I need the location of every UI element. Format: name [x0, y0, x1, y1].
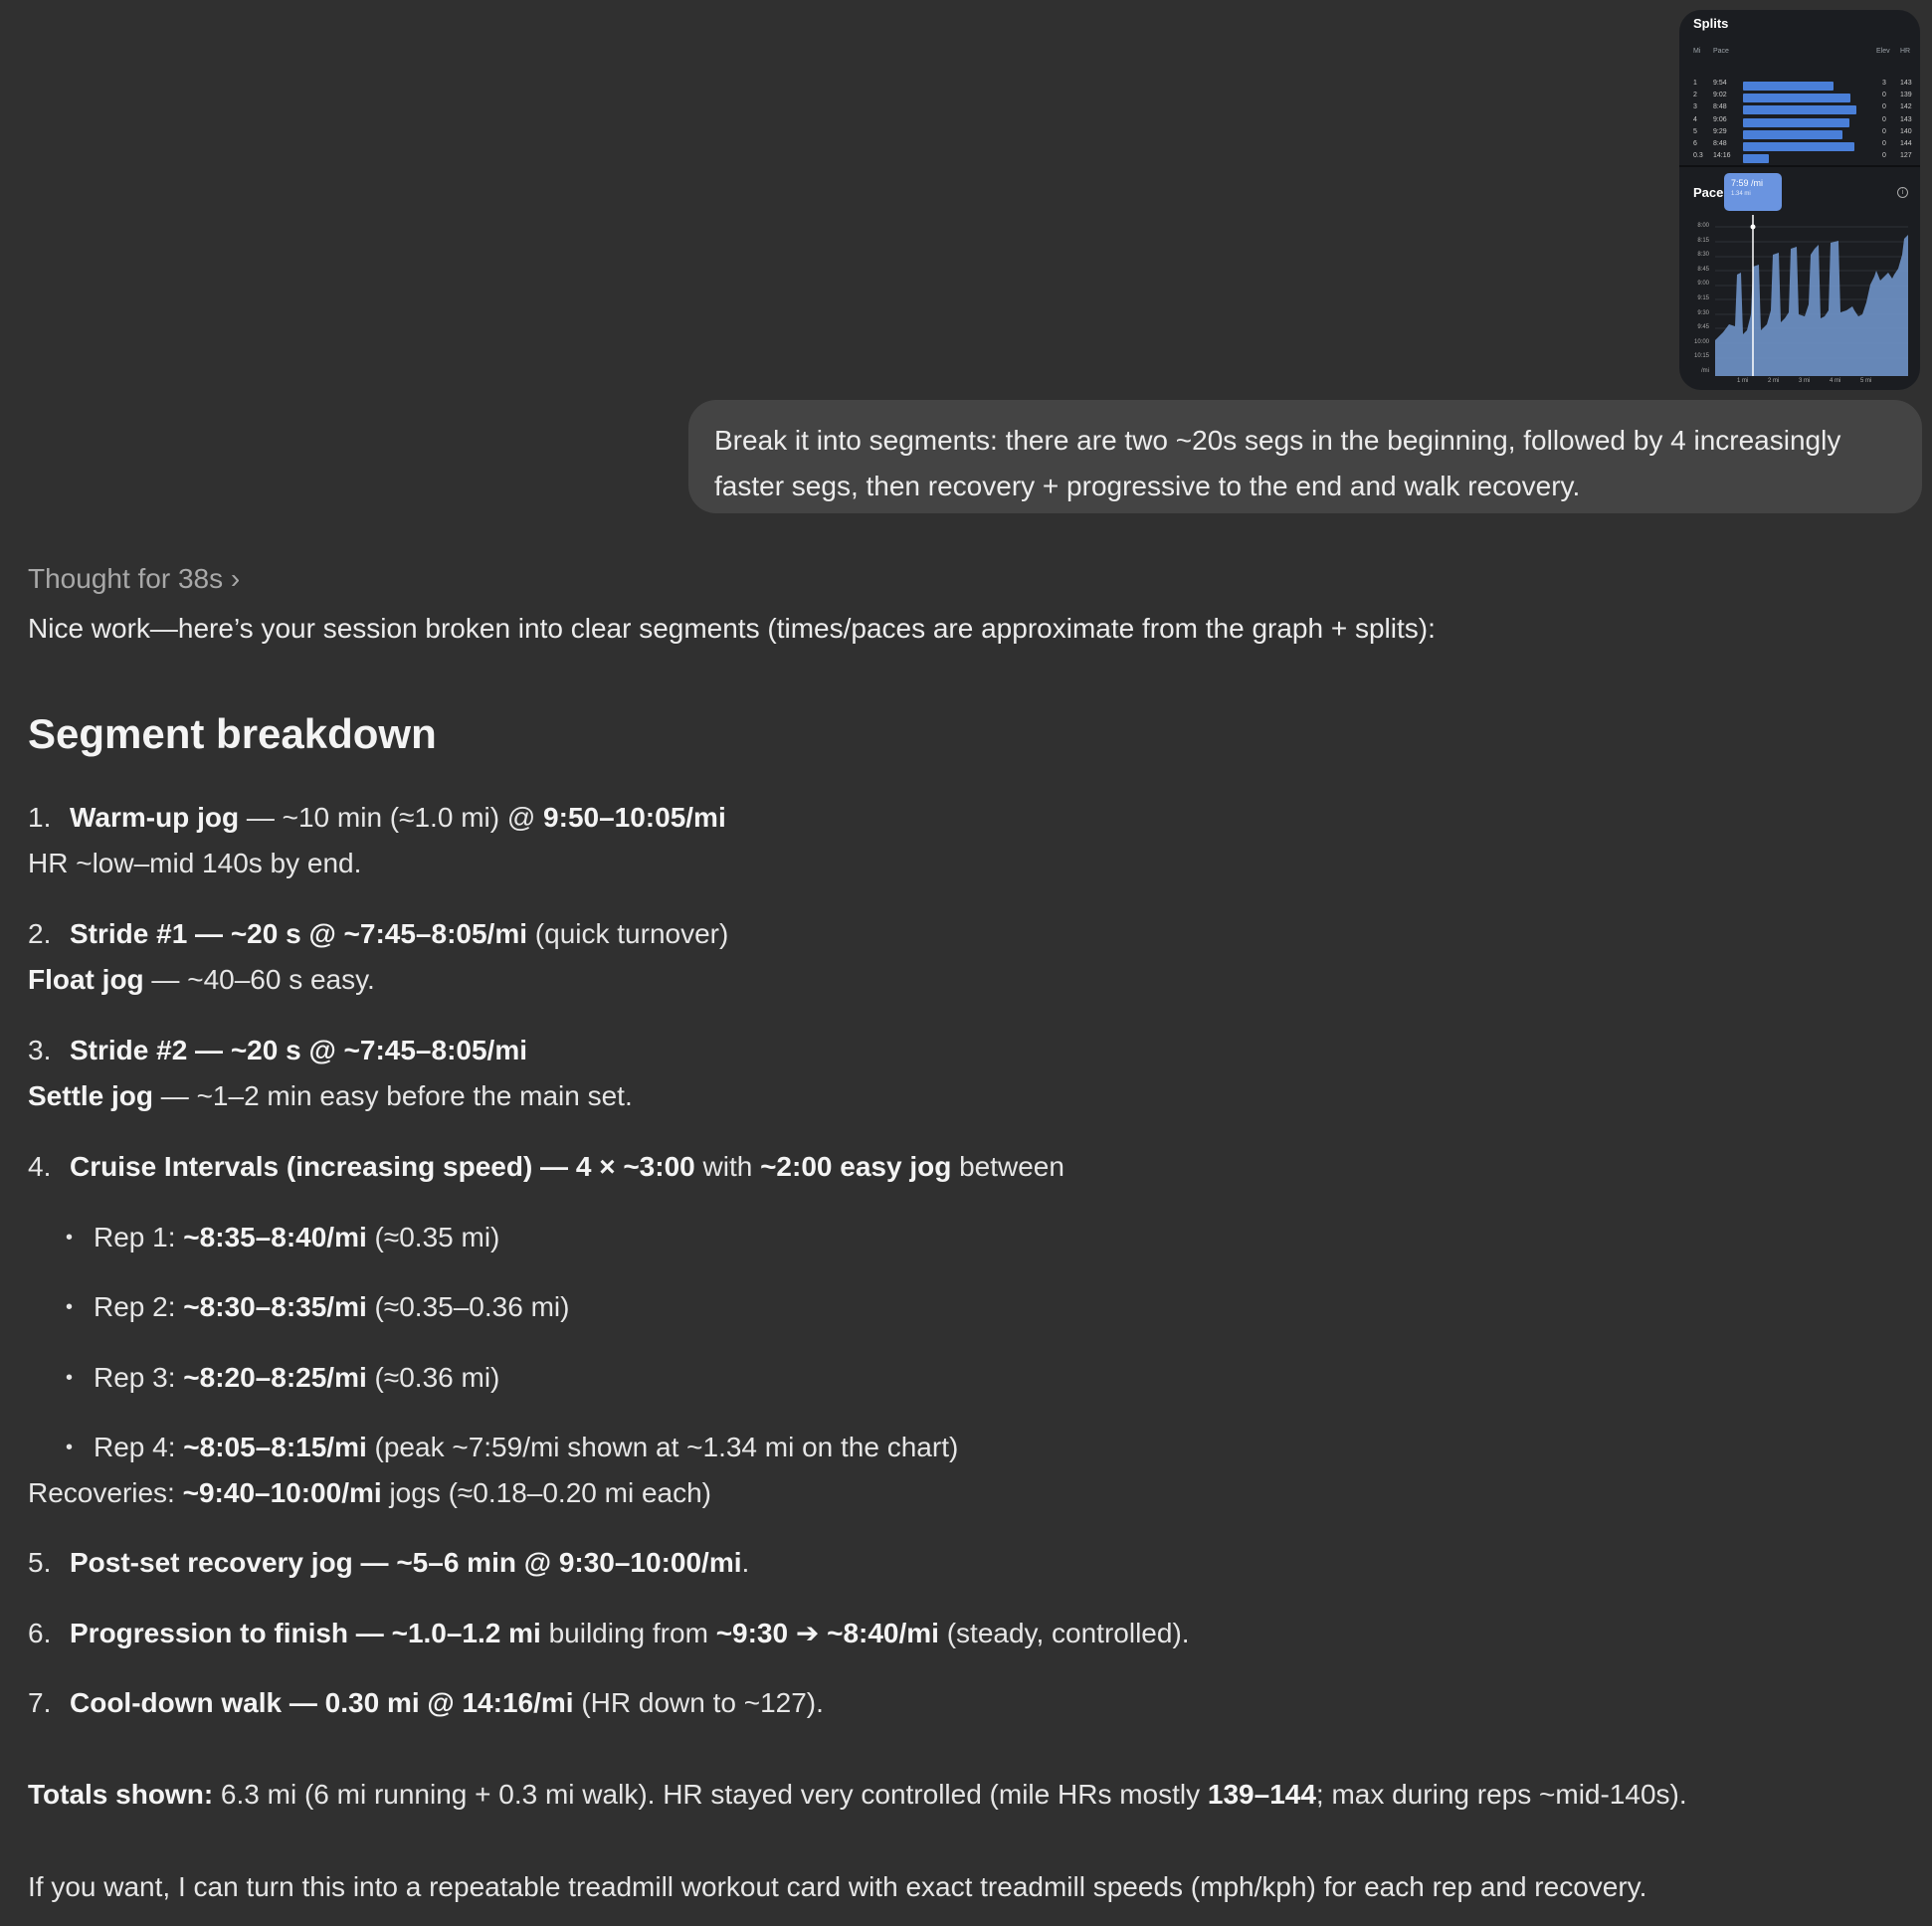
tooltip-distance: 1.34 mi	[1731, 191, 1751, 197]
y-tick: 9:30	[1697, 309, 1709, 316]
pace-title: Pace	[1693, 185, 1724, 200]
recoveries-label: Recoveries:	[28, 1477, 183, 1508]
recoveries-line	[28, 1475, 711, 1511]
split-mi: 0.3	[1693, 152, 1703, 160]
split-bar	[1743, 82, 1834, 91]
segment-pace: ~9:30 ➔ ~8:40/mi	[715, 1618, 939, 1648]
split-hr: 143	[1900, 115, 1912, 123]
attached-screenshot[interactable]	[1679, 10, 1920, 390]
x-tick: 5 mi	[1860, 378, 1872, 384]
segment-text-end: (steady, controlled).	[938, 1618, 1190, 1648]
panel-divider	[1679, 165, 1920, 167]
segment-title: Cruise Intervals (increasing speed) — 4 × ~3:00	[70, 1151, 695, 1182]
split-mi: 2	[1693, 92, 1697, 99]
segment-2-float	[28, 962, 375, 998]
segment-5	[28, 1545, 749, 1581]
segment-number: 5.	[28, 1547, 52, 1578]
section-heading: Segment breakdown	[28, 710, 437, 757]
thought-toggle[interactable]	[28, 563, 240, 595]
y-tick: 9:00	[1697, 281, 1709, 288]
rep-label: Rep 3:	[94, 1362, 184, 1393]
segment-1	[28, 800, 726, 836]
tooltip-pace: 7:59 /mi	[1731, 178, 1764, 188]
split-mi: 5	[1693, 127, 1697, 135]
splits-header-mi: Mi	[1693, 48, 1701, 55]
settle-text: — ~1–2 min easy before the main set.	[153, 1080, 633, 1111]
segment-jog: ~2:00 easy jog	[760, 1151, 952, 1182]
segment-3	[28, 1033, 527, 1068]
rep-pace: ~8:05–8:15/mi	[183, 1432, 367, 1462]
split-mi: 6	[1693, 140, 1697, 147]
rep-pace: ~8:35–8:40/mi	[183, 1222, 367, 1252]
segment-title: Stride #1 — ~20 s @ ~7:45–8:05/mi	[70, 918, 528, 949]
y-tick: 10:00	[1693, 338, 1709, 345]
segment-number: 4.	[28, 1151, 52, 1182]
split-bar	[1743, 118, 1849, 127]
split-pace: 9:54	[1713, 80, 1727, 87]
totals-label: Totals shown:	[28, 1779, 214, 1810]
segment-3-settle	[28, 1078, 633, 1114]
y-tick: 10:15	[1693, 353, 1709, 360]
rep-pace: ~8:30–8:35/mi	[183, 1291, 367, 1322]
split-hr: 139	[1900, 92, 1912, 99]
rep-3	[66, 1360, 499, 1396]
split-hr: 144	[1900, 140, 1912, 147]
split-hr: 142	[1900, 103, 1912, 111]
y-tick: 8:45	[1697, 266, 1709, 273]
bullet-icon: •	[66, 1296, 74, 1318]
split-elev: 0	[1882, 115, 1886, 123]
float-label: Float jog	[28, 964, 144, 995]
split-pace: 8:48	[1713, 103, 1727, 111]
segment-number: 6.	[28, 1618, 52, 1648]
rep-distance: (≈0.35–0.36 mi)	[366, 1291, 570, 1322]
split-hr: 127	[1900, 152, 1912, 160]
split-bar	[1743, 105, 1856, 114]
rep-label: Rep 1:	[94, 1222, 184, 1252]
settle-label: Settle jog	[28, 1080, 154, 1111]
y-tick: 9:45	[1697, 324, 1709, 331]
segment-title: Stride #2 — ~20 s @ ~7:45–8:05/mi	[70, 1035, 528, 1065]
split-row	[1679, 92, 1920, 103]
split-row	[1679, 116, 1920, 128]
rep-1	[66, 1220, 499, 1255]
rep-label: Rep 4:	[94, 1432, 184, 1462]
split-row	[1679, 103, 1920, 115]
segment-text: (quick turnover)	[527, 918, 729, 949]
x-tick: 4 mi	[1830, 378, 1841, 384]
segment-pace: 9:50–10:05/mi	[543, 802, 726, 833]
user-message-bubble: Break it into segments: there are two ~20s segs in the beginning, followed by 4 increasingly faster segs, then recovery + progressive to the end and walk recovery.	[688, 400, 1922, 513]
bullet-icon: •	[66, 1227, 74, 1249]
rep-4	[66, 1430, 958, 1465]
segment-6	[28, 1616, 1190, 1651]
splits-header-elev: Elev	[1876, 48, 1890, 55]
x-tick: 2 mi	[1768, 378, 1780, 384]
chevron-right-icon: ›	[230, 563, 241, 594]
bullet-icon: •	[66, 1437, 74, 1458]
y-tick: 8:00	[1697, 223, 1709, 229]
rep-pace: ~8:20–8:25/mi	[183, 1362, 367, 1393]
float-text: — ~40–60 s easy.	[143, 964, 375, 995]
split-pace: 8:48	[1713, 140, 1727, 147]
split-mi: 1	[1693, 80, 1697, 87]
segment-1-note: HR ~low–mid 140s by end.	[28, 848, 362, 878]
split-hr: 143	[1900, 80, 1912, 87]
x-tick: 1 mi	[1737, 378, 1749, 384]
segment-number: 7.	[28, 1687, 52, 1718]
split-elev: 0	[1882, 140, 1886, 147]
pace-chart	[1715, 215, 1908, 376]
rep-2	[66, 1289, 569, 1325]
split-row	[1679, 140, 1920, 152]
segment-title: Cool-down walk — 0.30 mi @ 14:16/mi	[70, 1687, 574, 1718]
segment-number: 3.	[28, 1035, 52, 1065]
split-elev: 0	[1882, 103, 1886, 111]
splits-title: Splits	[1693, 16, 1729, 31]
y-tick: 9:15	[1697, 295, 1709, 301]
totals-hr: 139–144	[1207, 1779, 1316, 1810]
segment-text: .	[741, 1547, 750, 1578]
segment-2	[28, 916, 728, 952]
splits-header-pace: Pace	[1713, 48, 1729, 55]
segment-number: 1.	[28, 802, 52, 833]
split-bar	[1743, 142, 1854, 151]
segment-7	[28, 1685, 824, 1721]
split-bar	[1743, 154, 1769, 163]
totals-text-end: ; max during reps ~mid-140s).	[1315, 1779, 1687, 1810]
split-bar	[1743, 94, 1850, 102]
segment-title: Warm-up jog	[70, 802, 240, 833]
segment-text-end: between	[951, 1151, 1064, 1182]
y-tick: /mi	[1701, 368, 1709, 374]
split-bar	[1743, 130, 1842, 139]
rep-distance: (≈0.36 mi)	[366, 1362, 500, 1393]
recoveries-text: jogs (≈0.18–0.20 mi each)	[381, 1477, 711, 1508]
split-row	[1679, 152, 1920, 164]
rep-distance: (peak ~7:59/mi shown at ~1.34 mi on the chart)	[366, 1432, 959, 1462]
splits-header-hr: HR	[1900, 48, 1911, 55]
segment-text: (HR down to ~127).	[573, 1687, 824, 1718]
split-pace: 9:29	[1713, 127, 1727, 135]
totals-line	[28, 1777, 1687, 1813]
assistant-intro: Nice work—here’s your session broken into clear segments (times/paces are approximate from the graph + splits):	[28, 613, 1436, 644]
segment-4	[28, 1149, 1064, 1185]
split-mi: 3	[1693, 103, 1697, 111]
tooltip-marker-dot	[1751, 225, 1756, 230]
segment-text: — ~10 min (≈1.0 mi) @	[239, 802, 544, 833]
rep-distance: (≈0.35 mi)	[366, 1222, 500, 1252]
split-pace: 14:16	[1713, 152, 1731, 160]
thought-label: Thought for 38s	[28, 563, 224, 594]
segment-title: Progression to finish — ~1.0–1.2 mi	[70, 1618, 541, 1648]
split-pace: 9:06	[1713, 115, 1727, 123]
split-row	[1679, 128, 1920, 140]
pace-area	[1715, 235, 1908, 376]
segment-text: building from	[540, 1618, 716, 1648]
pace-tooltip	[1724, 173, 1782, 211]
totals-text: 6.3 mi (6 mi running + 0.3 mi walk). HR stayed very controlled (mile HRs mostly	[213, 1779, 1208, 1810]
info-icon: i	[1897, 187, 1908, 198]
closing-line: If you want, I can turn this into a repeatable treadmill workout card with exact treadmill speeds (mph/kph) for each rep and recovery.	[28, 1871, 1647, 1902]
split-pace: 9:02	[1713, 92, 1727, 99]
split-row	[1679, 80, 1920, 92]
y-tick: 8:30	[1697, 252, 1709, 259]
split-mi: 4	[1693, 115, 1697, 123]
rep-label: Rep 2:	[94, 1291, 184, 1322]
x-tick: 3 mi	[1799, 378, 1811, 384]
segment-text: with	[694, 1151, 761, 1182]
split-elev: 0	[1882, 92, 1886, 99]
bullet-icon: •	[66, 1367, 74, 1389]
recoveries-pace: ~9:40–10:00/mi	[182, 1477, 382, 1508]
split-elev: 3	[1882, 80, 1886, 87]
split-hr: 140	[1900, 127, 1912, 135]
segment-title: Post-set recovery jog — ~5–6 min @ 9:30–10:00/mi	[70, 1547, 742, 1578]
split-elev: 0	[1882, 152, 1886, 160]
split-elev: 0	[1882, 127, 1886, 135]
segment-number: 2.	[28, 918, 52, 949]
y-tick: 8:15	[1697, 237, 1709, 244]
